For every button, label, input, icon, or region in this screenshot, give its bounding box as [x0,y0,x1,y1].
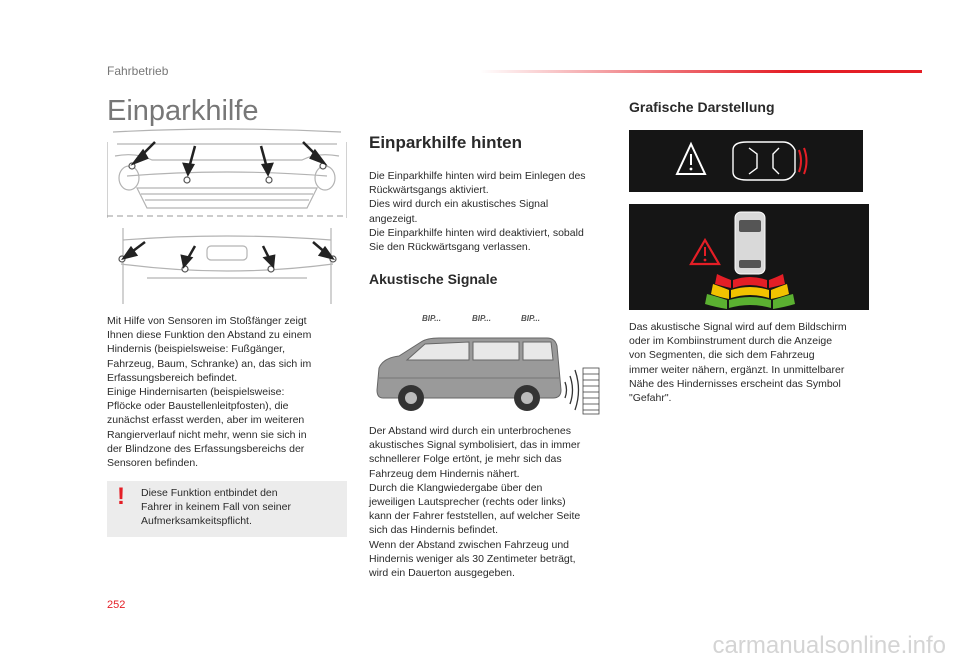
watermark: carmanualsonline.info [712,632,946,659]
header-divider [480,70,922,73]
warning-exclamation-icon: ! [117,483,125,510]
van-top-view-icon [735,212,765,274]
page-number: 252 [107,599,126,611]
rear-view-display [629,204,869,310]
graphic-display-title: Grafische Darstellung [629,99,775,115]
rear-parking-aid-title: Einparkhilfe hinten [369,133,523,152]
car-top-view-icon [733,142,795,180]
section-label: Fahrbetrieb [107,64,169,78]
warning-box [107,481,347,537]
van-reversing-illustration [369,328,604,416]
acoustic-signal-description: Der Abstand wird durch ein unterbrochenes akustisches Signal symbolisiert, das in immer schnellerer Folge ertönt, je mehr sich das Fahrzeug dem Hindernis nähert. Durch die Klangwiedergabe über den jeweiligen Lautsprecher (rechts oder links) kann der Fahrer feststellen, auf welcher Seite sich das Hindernis befindet. Wenn der Abstand zwischen Fahrzeug und Hindernis weniger als 30 Zentimeter beträgt, wird ein Dauerton ausgegeben. [369,425,581,580]
parking-aid-description: Mit Hilfe von Sensoren im Stoßfänger zeigt Ihnen diese Funktion den Abstand zu einem Hindernis (beispielsweise: Fußgänger, Fahrzeug, Baum, Schranke) an, das sich im Erfassungsbereich befindet. Einige Hindernisarten (beispielsweise: Pflöcke oder Baustellenleitpfosten), die zunächst erfasst werden, aber im weiteren Rangierverlauf nicht mehr, wenn sie sich in der Blindzone des Erfassungsbereichs der Sensoren befinden. [107,315,312,470]
red-segments [799,148,807,174]
page-title: Einparkhilfe [107,95,259,127]
bip-label: BIP... [521,314,540,323]
distance-segments [705,274,795,309]
graphic-display-description: Das akustische Signal wird auf dem Bildschirm oder im Kombiinstrument durch die Anzeige von Segmenten, die sich dem Fahrzeug immer weiter nähern, ergänzt. In unmittelbarer Nähe des Hindernisses erscheint das Symbol "Gefahr". [629,321,847,405]
acoustic-signals-title: Akustische Signale [369,271,498,287]
warning-text: Diese Funktion entbindet den Fahrer in keinem Fall von seiner Aufmerksamkeitspflicht. [141,487,291,528]
bip-label: BIP... [472,314,491,323]
bumper-sensors-illustration [107,128,347,308]
rear-parking-aid-intro: Die Einparkhilfe hinten wird beim Einlegen des Rückwärtsgangs aktiviert. Dies wird durch ein akustisches Signal angezeigt. Die Einparkhilfe hinten wird deaktiviert, sobald Sie den Rückwärtsgang verlassen. [369,170,586,254]
top-view-display [629,130,863,192]
bip-label: BIP... [422,314,441,323]
